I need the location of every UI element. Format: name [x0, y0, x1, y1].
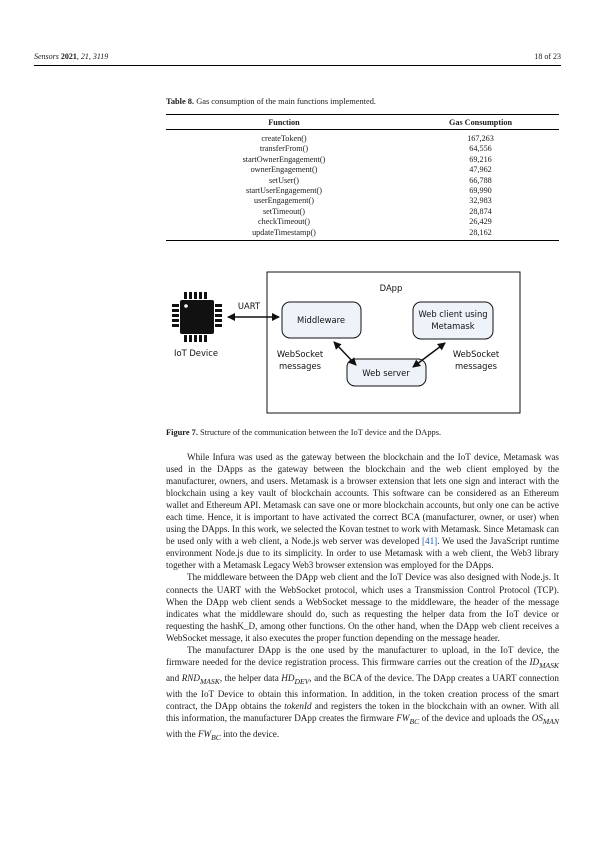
dapp-frame — [267, 272, 520, 413]
uart-label: UART — [237, 301, 261, 311]
ws-right-label-1: WebSocket — [452, 349, 500, 359]
function-cell: ownerEngagement() — [250, 165, 318, 175]
page-number: 18 of 23 — [534, 52, 561, 61]
function-cell: checkTimeout() — [258, 217, 310, 227]
gas-cell: 66,788 — [469, 175, 492, 185]
gas-cell: 69,216 — [469, 154, 492, 164]
function-cell: transferFrom() — [259, 144, 309, 154]
ws-left-label-1: WebSocket — [276, 349, 324, 359]
citation-link[interactable]: [41] — [422, 536, 438, 547]
function-cell: startOwnerEngagement() — [242, 154, 326, 164]
gas-cell: 28,162 — [402, 228, 559, 241]
paragraph-3: The manufacturer DApp is the one used by the manufacturer to upload, in the IoT device, the firmware needed for the device registration process. This firmware carries out the creation of the $ID_{MASK}$ and $RND_{MASK}$, the helper data $HD_{DEV}$, and the BCA of the device. The DApp creates a UART connection with the IoT Device to obtain this information. In addition, in the token creation process of the smart contract, the DApp obtains the tokenId and registers the token in the blockchain with an owner. With all this information, the manufacturer DApp creates the firmware $FW_{BC}$ of the device and uploads the $OS_{MAN}$ with the $FW_{BC}$ into the device. — [166, 644, 559, 742]
journal-citation: Sensors 2021, 21, 3119 — [34, 52, 109, 61]
figure-caption-text: Structure of the communication between the IoT device and the DApps. — [200, 428, 442, 437]
gas-cell: 69,990 — [469, 186, 492, 196]
dapp-title: DApp — [379, 283, 403, 293]
paragraph-2: The middleware between the DApp web client and the IoT Device was also designed with Node.js. It connects the UART with the WebSocket protocol, which uses a Transmission Control Protocol (TCP). When the DApp web client sends a WebSocket message to the middleware, the header of the message indicates what the middleware should do, such as requesting the helper data from the IoT device or requesting the hashK_D, among other functions. On the other hand, when the DApp web client receives a WebSocket message, it also executes the proper function depending on the message header. — [166, 572, 559, 643]
body-text — [166, 451, 559, 743]
function-cell: setUser() — [268, 175, 299, 185]
webclient-label-2: Metamask — [431, 321, 475, 331]
chip-icon — [172, 292, 222, 342]
ws-right-label-2: messages — [454, 361, 498, 371]
figure-label: Figure 7. — [166, 428, 198, 437]
function-cell: createToken() — [261, 134, 307, 143]
gas-cell: 47,962 — [469, 165, 492, 175]
gas-cell: 28,874 — [469, 206, 492, 216]
table-caption-text: Gas consumption of the main functions implemented. — [196, 97, 376, 106]
ws-left-arrow — [334, 342, 356, 365]
col-header-function: Function — [166, 115, 402, 130]
webserver-label: Web server — [362, 368, 410, 378]
figure-caption — [166, 428, 441, 437]
ws-left-label-2: messages — [278, 361, 322, 371]
function-cell: setTimeout() — [262, 206, 305, 216]
ws-right-arrow — [413, 343, 445, 367]
col-header-gas: Gas Consumption — [402, 115, 559, 130]
function-cell: updateTimestamp() — [166, 228, 402, 241]
gas-cell: 26,429 — [469, 217, 492, 227]
function-cell: startUserEngagement() — [246, 186, 322, 196]
gas-cell: 32,983 — [469, 196, 492, 206]
function-cell: userEngagement() — [253, 196, 314, 206]
iot-device-label: IoT Device — [173, 348, 219, 358]
webclient-label-1: Web client using — [418, 309, 488, 319]
gas-cell: 64,556 — [469, 144, 492, 154]
gas-cell: 167,263 — [467, 134, 494, 143]
middleware-label: Middleware — [296, 315, 346, 325]
table-label: Table 8. — [166, 97, 195, 106]
paragraph-1: While Infura was used as the gateway between the blockchain and the IoT device, Metamask was used in the DApps as the gateway between the blockchain and the web client employed by the manufacturer, owners, and users. Metamask is a browser extension that lets one sign and interact with the blockchain using a key vault of blockchain accounts. This software can be considered as an Ethereum wallet and Ethereum API. Metamask can save one or more blockchain accounts, but only one can be active each time. Hence, it is important to have activated the correct BCA (manufacturer, owner, or user) when using the DApps. In this work, we selected the Kovan testnet to work with Metamask. Since Metamask can be used only with a web client, a Node.js web server was developed [41]. We used the JavaScript runtime environment Node.js due to its simplicity. In order to use Metamask with a web client, the Web3 library together with a Metamask Legacy Web3 browser extension was employed for the DApps. — [166, 452, 559, 571]
